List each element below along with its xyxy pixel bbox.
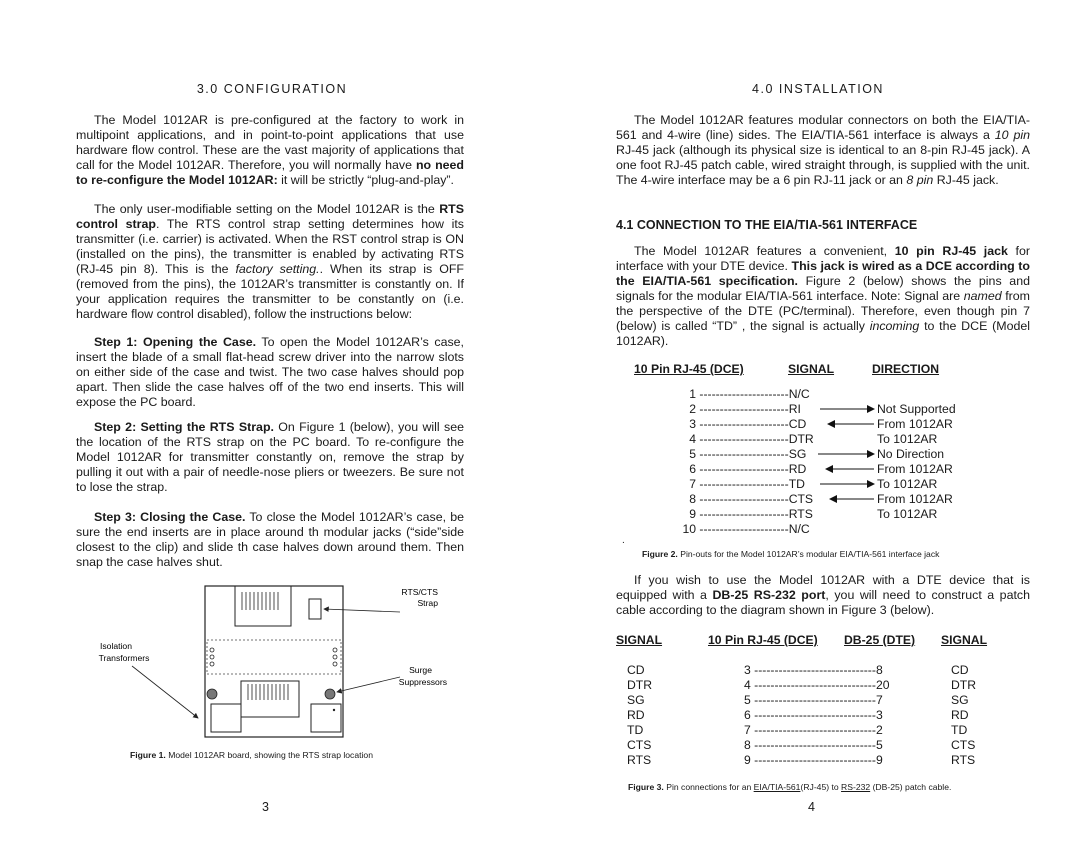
figure-2-caption: Figure 2. Pin-outs for the Model 1012AR’s modular EIA/TIA-561 interface jack xyxy=(642,549,940,559)
surge-suppressor-left xyxy=(207,689,217,699)
corner-box-right xyxy=(311,704,341,732)
surge-pointer xyxy=(337,677,400,692)
table2-signal-left-column: CD DTR SG RD TD CTS RTS xyxy=(627,663,653,767)
table-row: 5 ------------------------------7 xyxy=(744,693,883,707)
section-heading-installation: 4.0 INSTALLATION xyxy=(752,82,884,96)
table2-signal-right-column: CD DTR SG RD TD CTS RTS xyxy=(951,663,977,767)
table-row: 4 ------------------------------20 xyxy=(744,678,890,692)
table1-rows xyxy=(676,387,814,537)
table2-wiring-column xyxy=(744,663,890,768)
surge-label: Surge xyxy=(409,665,432,675)
table-row: 6 ----------------------RD xyxy=(689,462,807,476)
suppressors-label: Suppressors xyxy=(398,677,447,687)
step-1-paragraph: Step 1: Opening the Case. To open the Model 1012AR’s case, insert the blade of a small flat-head screw driver into the narrow slots on either side of the case and twist. The two case halves should pop apart. Then slide the case halves off of the two end inserts. This will expose the PC board. xyxy=(76,335,464,409)
table1-header-pin: 10 Pin RJ-45 (DCE) xyxy=(634,362,744,376)
table-row: 7 ----------------------TD xyxy=(689,477,805,491)
table2-header-signal-right: SIGNAL xyxy=(941,633,988,647)
strap-label: Strap xyxy=(417,598,438,608)
table1-header-signal: SIGNAL xyxy=(788,362,835,376)
table-row: 8 ----------------------CTS xyxy=(689,492,814,506)
step-3-paragraph: Step 3: Closing the Case. To close the Model 1012AR’s case, be sure the end inserts are in place around th modular jacks (“side”side closest to the clip) and slide th case halves down around them. Then snap the case halves shut. xyxy=(76,510,464,569)
isolation-pointer xyxy=(132,666,198,718)
direction-column: Not Supported From 1012AR To 1012AR No Direction From 1012AR To 1012AR From 1012AR To 1012AR xyxy=(877,402,956,521)
figure-1-caption: Figure 1. Model 1012AR board, showing the RTS strap location xyxy=(130,750,373,760)
table1-header-direction: DIRECTION xyxy=(872,362,940,376)
bottom-jack-pins xyxy=(248,684,288,700)
table2-header-db25: DB-25 (DTE) xyxy=(844,633,916,647)
surge-suppressor-right xyxy=(325,689,335,699)
config-paragraph-2: The only user-modifiable setting on the Model 1012AR is the RTS control strap. The RTS control strap setting determines how its transmitter (i.e. carrier) is activated. When the RST control strap is ON (installed on the pins), the transmitter is enabled by activating RTS (RJ-45 pin 8). This is the factory setting.. When its strap is OFF (removed from the pins), the 1012AR’s transmitter is constantly on. If your application requires the transmitter to be constantly on (i.e. hardware flow control disabled), follow the instructions below: xyxy=(76,202,465,321)
corner-box-left xyxy=(211,704,241,732)
top-jack xyxy=(235,586,291,626)
board-diagram xyxy=(90,582,470,742)
page-number-left: 3 xyxy=(262,800,269,814)
table-row: 4 ----------------------DTR xyxy=(689,432,814,446)
install-paragraph-2: The Model 1012AR features a convenient, 10 pin RJ-45 jack for interface with your DTE device. This jack is wired as a DCE according to the EIA/TIA-561 specification. Figure 2 (below) shows the pins and signals for the modular EIA/TIA-561 interface. Note: Signal are named from the perspective of the DTE (PC/terminal). Therefore, even though pin 7 (below) is called “TD” , the signal is actually incoming to the DCE (Model 1012AR). xyxy=(616,244,1030,348)
section-heading-configuration: 3.0 CONFIGURATION xyxy=(196,82,348,96)
sub-heading-eia-connection: 4.1 CONNECTION TO THE EIA/TIA-561 INTERFACE xyxy=(616,218,918,232)
table-row: 1 ----------------------N/C xyxy=(689,387,810,401)
table-row: 9 ------------------------------9 xyxy=(744,753,883,767)
config-paragraph-1: The Model 1012AR is pre-configured at the factory to work in multipoint applications, and in point-to-point applications that use hardware flow control. These are the vast majority of applications that call for the Model 1012AR. Therefore, you will normally have no need to re-configure the Model 1012AR: it will be strictly “plug-and-play”. xyxy=(76,113,464,187)
table-row: 9 ----------------------RTS xyxy=(689,507,813,521)
rts-strap-pointer xyxy=(324,609,400,612)
table2-header-signal-left: SIGNAL xyxy=(616,633,663,647)
page-number-right: 4 xyxy=(808,800,815,814)
transformer-block xyxy=(207,640,341,674)
table-row: 3 ----------------------CD xyxy=(689,417,807,431)
isolation-label: Isolation xyxy=(99,641,133,651)
rts-strap xyxy=(309,599,321,619)
top-jack-pins xyxy=(242,592,278,610)
table-row: 10 ----------------------N/C xyxy=(682,522,810,536)
figure-3-caption: Figure 3. Pin connections for an EIA/TIA-561(RJ-45) to RS-232 (DB-25) patch cable. xyxy=(628,782,952,792)
stray-dot: . xyxy=(622,535,625,546)
table-row: 8 ------------------------------5 xyxy=(744,738,883,752)
table2-header-pin: 10 Pin RJ-45 (DCE) xyxy=(708,633,818,647)
transformer-circles xyxy=(210,648,337,666)
step-2-paragraph: Step 2: Setting the RTS Strap. On Figure 1 (below), you will see the location of the RTS strap on the PC board. To re-configure the Model 1012AR for transmitter constantly on, remove the strap by pulling it out with a pair of needle-nose pliers or tweezers. Be sure not to lose the strap. xyxy=(76,420,464,494)
bottom-jack xyxy=(241,681,299,717)
table-row: 5 ----------------------SG xyxy=(689,447,807,461)
table-row: 2 ----------------------RI xyxy=(689,402,801,416)
transformers-label: Transformers xyxy=(98,653,150,663)
table-row: 6 ------------------------------3 xyxy=(744,708,883,722)
rts-cts-label: RTS/CTS xyxy=(401,587,438,597)
corner-dot xyxy=(333,709,335,711)
install-paragraph-1: The Model 1012AR features modular connectors on both the EIA/TIA-561 and 4-wire (line) sides. The EIA/TIA-561 interface is always a 10 pin RJ-45 jack (although its physical size is identical to an 8-pin RJ-45 jack). A one foot RJ-45 patch cable, wired straight through, is supplied with the unit. The 4-wire interface may be a 6 pin RJ-11 jack or an 8 pin RJ-45 jack. xyxy=(616,113,1031,187)
install-paragraph-3: If you wish to use the Model 1012AR with a DTE device that is equipped with a DB-25 RS-232 port, you will need to construct a patch cable according to the diagram shown in Figure 3 (below). xyxy=(616,573,1030,617)
table-row: 7 ------------------------------2 xyxy=(744,723,883,737)
table-row: 3 ------------------------------8 xyxy=(744,663,883,677)
direction-arrows xyxy=(808,387,878,537)
